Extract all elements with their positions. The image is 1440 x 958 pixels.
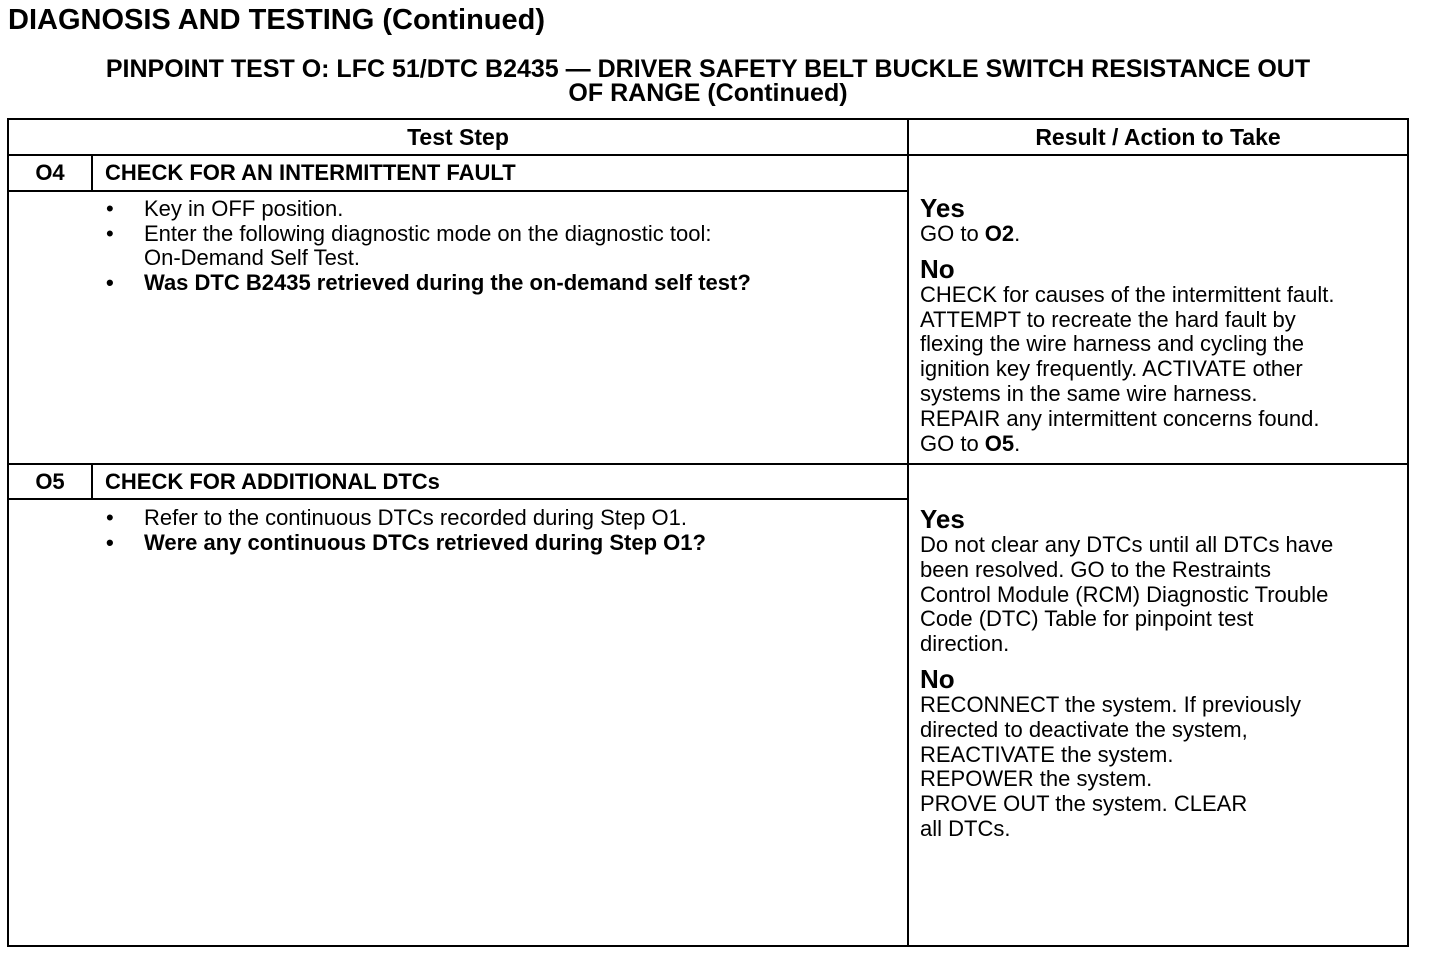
step-o5-id: O5 — [35, 469, 65, 494]
no-label: No — [920, 663, 955, 694]
pinpoint-test-table — [7, 118, 1409, 947]
page-title: DIAGNOSIS AND TESTING (Continued) — [8, 4, 546, 36]
step-o4-id: O4 — [35, 160, 65, 185]
list-item: • Was DTC B2435 retrieved during the on-demand self test? — [104, 271, 904, 296]
column-divider — [907, 120, 909, 945]
yes-step-ref: O2 — [984, 221, 1015, 246]
step-o5-instructions — [104, 506, 904, 555]
list-item: • Key in OFF position. — [104, 197, 904, 222]
no-action-line: ignition key frequently. ACTIVATE other — [920, 356, 1303, 382]
no-action-line: CHECK for causes of the intermittent fault. — [920, 281, 1335, 307]
pinpoint-test-title-line2: OF RANGE (Continued) — [568, 79, 848, 107]
yes-action-line: Do not clear any DTCs until all DTCs have — [920, 532, 1334, 557]
step-o4-result — [920, 194, 1335, 456]
header-result-action: Result / Action to Take — [1035, 124, 1281, 150]
header-test-step: Test Step — [407, 124, 509, 150]
step-o4-instructions — [104, 197, 904, 295]
list-item: • Enter the following diagnostic mode on the diagnostic tool: On-Demand Self Test. — [104, 222, 904, 271]
pinpoint-test-title — [8, 57, 1408, 105]
no-action-goto — [920, 432, 1335, 457]
no-action-line: REPAIR any intermittent concerns found. — [920, 405, 1320, 431]
no-action-line: directed to deactivate the system, — [920, 716, 1248, 742]
no-action-line: REPOWER the system. — [920, 766, 1153, 792]
yes-action-line: direction. — [920, 631, 1010, 657]
no-label: No — [920, 253, 955, 284]
step-o4-heading-divider — [9, 190, 907, 192]
yes-label: Yes — [920, 193, 965, 223]
no-goto-suffix: . — [1014, 430, 1021, 456]
step-o5-result — [920, 505, 1333, 842]
no-action-line: systems in the same wire harness. — [920, 380, 1258, 406]
no-action-line: ATTEMPT to recreate the hard fault by — [920, 306, 1296, 332]
step-o4-heading: CHECK FOR AN INTERMITTENT FAULT — [105, 160, 516, 185]
yes-action-suffix: . — [1014, 221, 1021, 246]
yes-action-line: been resolved. GO to the Restraints — [920, 556, 1271, 582]
step-o5-heading: CHECK FOR ADDITIONAL DTCs — [105, 469, 440, 494]
yes-action — [920, 222, 1335, 247]
no-action-line: PROVE OUT the system. CLEAR — [920, 791, 1248, 817]
no-action-line: REACTIVATE the system. — [920, 741, 1174, 767]
yes-action-line: Control Module (RCM) Diagnostic Trouble — [920, 581, 1329, 607]
pinpoint-test-title-line1: PINPOINT TEST O: LFC 51/DTC B2435 — DRIVER SAFETY BELT BUCKLE SWITCH RESISTANCE OUT — [105, 55, 1311, 83]
yes-label: Yes — [920, 504, 965, 534]
step-o5-id-divider — [91, 464, 93, 499]
yes-action-line: Code (DTC) Table for pinpoint test — [920, 606, 1254, 632]
step-o4-id-divider — [91, 155, 93, 191]
no-action-line: RECONNECT the system. If previously — [920, 691, 1302, 717]
yes-action-text: GO to — [920, 221, 985, 246]
list-item: • Refer to the continuous DTCs recorded during Step O1. — [104, 506, 904, 531]
no-step-ref: O5 — [984, 430, 1015, 456]
no-action-line: all DTCs. — [920, 815, 1011, 841]
no-goto-text: GO to — [920, 430, 985, 456]
list-item: • Were any continuous DTCs retrieved during Step O1? — [104, 531, 904, 556]
no-action-line: flexing the wire harness and cycling the — [920, 331, 1304, 357]
